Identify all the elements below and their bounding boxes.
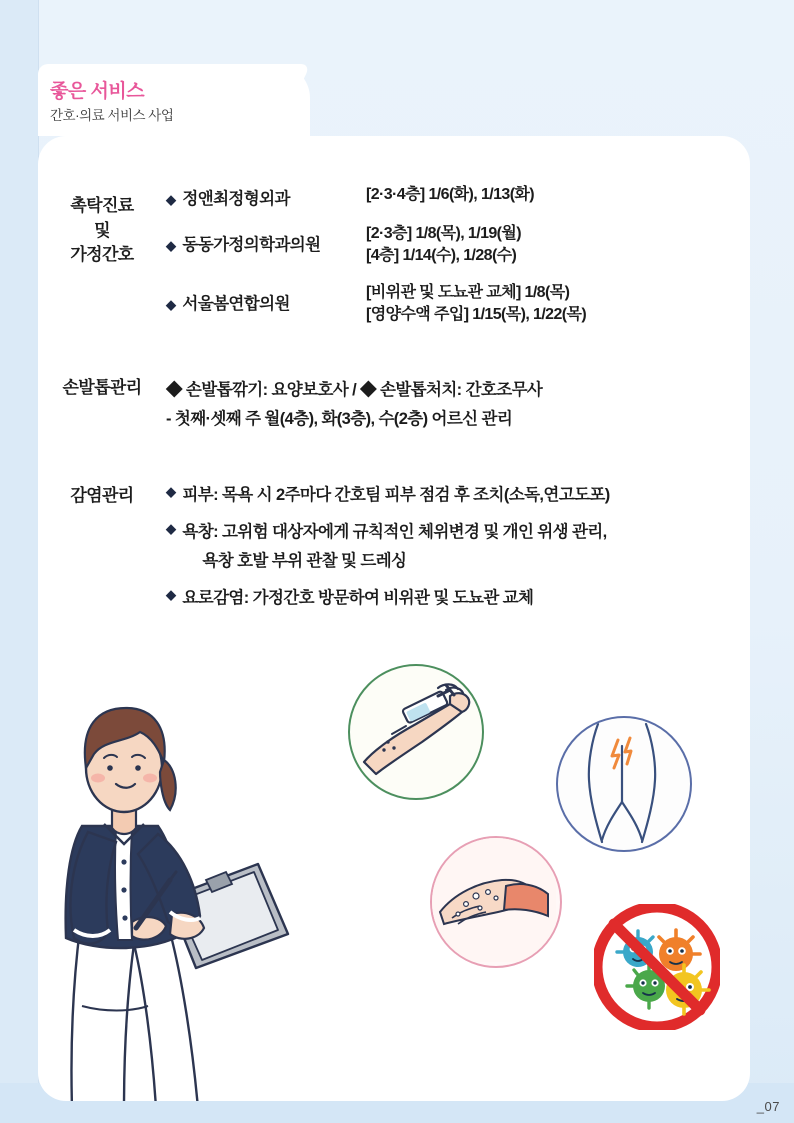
page-subtitle: 간호·의료 서비스 사업 bbox=[50, 108, 174, 123]
page-number: _07 bbox=[756, 1099, 780, 1114]
page-title: 좋은 서비스 bbox=[50, 81, 145, 102]
section-label-line-1: 촉탁진료 bbox=[70, 196, 134, 215]
section-label-infection-control: 감염관리 bbox=[70, 486, 134, 505]
section-label-line-3: 가정간호 bbox=[70, 245, 134, 265]
nail-care-line: ◆ 손발톱깎기: 요양보호사 / ◆ 손발톱처치: 간호조무사 bbox=[166, 381, 543, 399]
injection-illustration bbox=[348, 664, 484, 800]
handwashing-icon bbox=[432, 838, 556, 962]
section-home-nursing bbox=[38, 184, 750, 339]
list-item bbox=[166, 223, 750, 266]
diamond-icon: ◆ bbox=[166, 238, 176, 253]
clinic-dates bbox=[366, 223, 521, 266]
clinic-date-line: [4층] 1/14(수), 1/28(수) bbox=[366, 246, 517, 264]
infection-control-text bbox=[182, 521, 606, 574]
clinic-name bbox=[166, 184, 366, 209]
clinic-dates bbox=[366, 184, 534, 206]
nurse-illustration bbox=[38, 676, 290, 1101]
list-item bbox=[166, 521, 750, 574]
list-item bbox=[166, 484, 750, 508]
clinic-list bbox=[166, 184, 750, 339]
section-label-line-2: 및 bbox=[94, 220, 110, 240]
diamond-icon: ◆ bbox=[166, 586, 176, 602]
diamond-icon: ◆ bbox=[166, 520, 176, 536]
nurse-icon bbox=[38, 676, 290, 1101]
no-germs-icon bbox=[594, 904, 720, 1030]
infection-control-text-main: 욕창: 고위험 대상자에게 규칙적인 체위변경 및 개인 위생 관리, bbox=[182, 522, 607, 541]
infection-control-lines bbox=[166, 484, 750, 624]
pressure-sore-illustration bbox=[556, 716, 692, 852]
nail-care-lines bbox=[166, 376, 750, 434]
infection-control-text: 피부: 목욕 시 2주마다 간호팀 피부 점검 후 조치(소독,연고도포) bbox=[182, 486, 610, 504]
clinic-name-text: 동동가정의학과의원 bbox=[182, 236, 321, 254]
clinic-name bbox=[166, 282, 366, 314]
diamond-icon: ◆ bbox=[166, 484, 176, 499]
content-card bbox=[38, 136, 750, 1101]
section-label-home-nursing bbox=[38, 184, 166, 339]
clinic-name-text: 정앤최정형외과 bbox=[182, 190, 290, 208]
clinic-name-text: 서울봄연합의원 bbox=[182, 295, 290, 314]
clinic-dates bbox=[366, 282, 586, 325]
diamond-icon: ◆ bbox=[166, 192, 176, 207]
diamond-icon: ◆ bbox=[166, 297, 176, 313]
list-item bbox=[166, 282, 750, 325]
section-nail-care bbox=[38, 376, 750, 434]
clinic-date-line: [비위관 및 도뇨관 교체] 1/8(목) bbox=[366, 284, 570, 302]
nail-care-line: - 첫째·셋째 주 월(4층), 화(3층), 수(2층) 어르신 관리 bbox=[166, 409, 513, 428]
section-infection-control bbox=[38, 484, 750, 624]
section-label-nail-care: 손발톱관리 bbox=[62, 378, 142, 397]
clinic-date-line: [2·3·4층] 1/6(화), 1/13(화) bbox=[366, 186, 535, 203]
list-item bbox=[166, 587, 750, 611]
back-body-icon bbox=[558, 718, 686, 846]
infection-control-text: 요로감염: 가정간호 방문하여 비위관 및 도뇨관 교체 bbox=[182, 588, 534, 607]
infection-control-text-cont: 욕창 호발 부위 관찰 및 드레싱 bbox=[202, 551, 407, 570]
clinic-date-line: [영양수액 주입] 1/15(목), 1/22(목) bbox=[366, 305, 587, 323]
header-tab bbox=[38, 64, 310, 136]
clinic-date-line: [2·3층] 1/8(목), 1/19(월) bbox=[366, 225, 521, 242]
injection-icon bbox=[350, 666, 478, 794]
germ-prohibition-illustration bbox=[594, 904, 720, 1030]
left-rail bbox=[0, 0, 39, 1123]
list-item bbox=[166, 184, 750, 209]
clinic-name bbox=[166, 223, 366, 255]
handwashing-illustration bbox=[430, 836, 562, 968]
content-body bbox=[38, 136, 750, 1101]
